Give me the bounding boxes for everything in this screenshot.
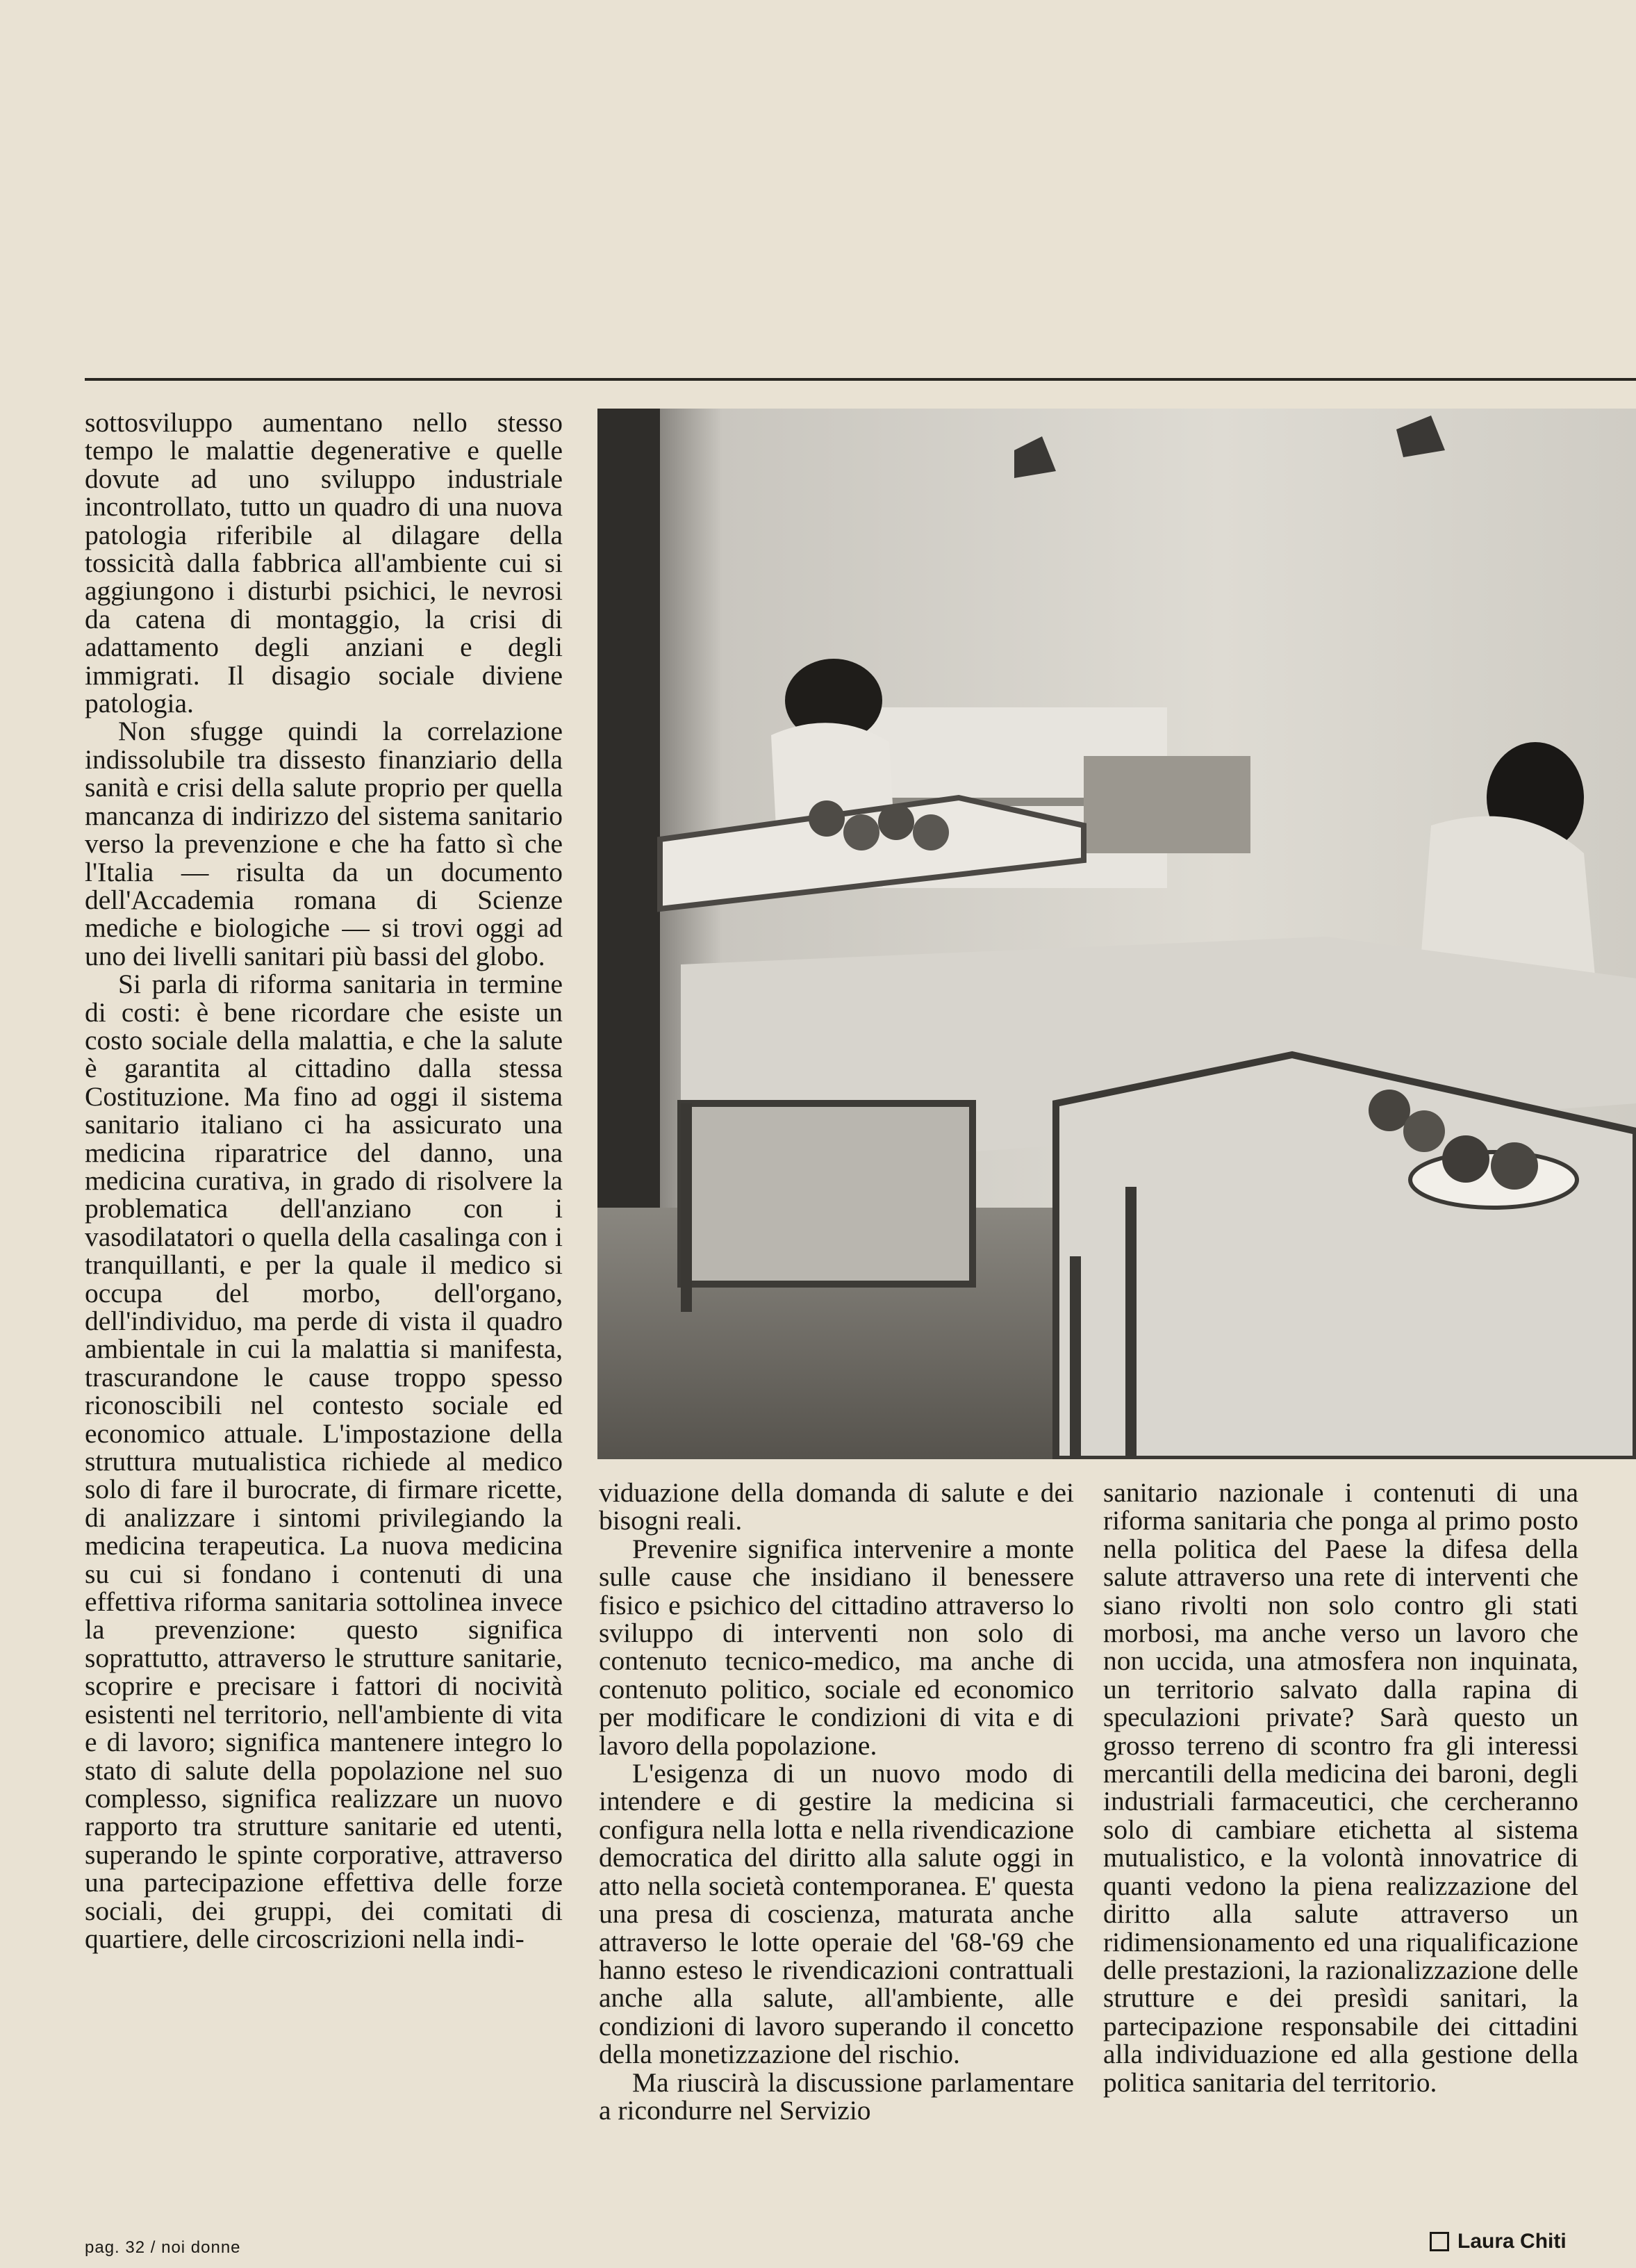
top-rule: [85, 378, 1636, 381]
photo-illustration-icon: [597, 409, 1636, 1459]
paragraph: viduazione della domanda di salute e dei bisogni reali.: [599, 1477, 1074, 1536]
article-column-1: [85, 409, 563, 1953]
paragraph: Non sfugge quindi la correlazione indissolubile tra dissesto finanziario della sanità e crisi della salute proprio per quella mancanza di indirizzo del sistema sanitario verso la prevenzione e che ha fatto sì che l'Italia — risulta da un documento dell'Accademia romana di Scienze mediche e biologiche — si trovi oggi ad uno dei livelli sanitari più bassi del globo.: [85, 716, 563, 971]
article-column-3: [1103, 1479, 1578, 2096]
paragraph: sanitario nazionale i contenuti di una riforma sanitaria che ponga al primo posto nella politica del Paese la difesa della salute attraverso una rete di interventi che siano rivolti non solo contro gli stati morbosi, ma anche verso un lavoro che non uccida, una atmosfera non inquinata, un territorio salvato dalla rapina di speculazioni private? Sarà questo un grosso terreno di scontro fra gli interessi mercantili della medicina dei baroni, degli industriali farmaceutici, che cercheranno solo di cambiare etichetta al sistema mutualistico, e la volontà innovatrice di quanti vedono la piena realizzazione del diritto alla salute attraverso un ridimensionamento ed una riqualificazione delle prestazioni, la razionalizzazione delle strutture e dei presìdi sanitari, la partecipazione responsabile dei cittadini alla individuazione ed alla gestione della politica sanitaria del territorio.: [1103, 1477, 1578, 2098]
page-footer: [85, 2237, 241, 2258]
paragraph: Si parla di riforma sanitaria in termine di costi: è bene ricordare che esiste un costo sociale della malattia, e che la salute è garantita al cittadino dalla stessa Costituzione. Ma fino ad oggi il sistema sanitario italiano ci ha assicurato una medicina riparatrice del danno, una medicina curativa, in grado di risolvere la problematica dell'anziano con i vasodilatatori o quella della casalinga con i tranquillanti, e per la quale il medico si occupa del morbo, dell'organo, dell'individuo, ma perde di vista il quadro ambientale in cui la malattia si manifesta, trascurandone le cause troppo spesso riconoscibili nel contesto sociale ed economico attuale. L'impostazione della struttura mutualistica richiede al medico solo di fare il burocrate, di firmare ricette, di analizzare i sintomi privilegiando la medicina terapeutica. La nuova medicina su cui si fondano i contenuti di una effettiva riforma sanitaria sottolinea invece la prevenzione: questo significa soprattutto, attraverso le strutture sanitarie, scoprire e precisare i fattori di nocività esistenti nel territorio, nell'ambiente di vita e di lavoro; significa mantenere integro lo stato di salute della popolazione nel suo complesso, significa realizzare un nuovo rapporto tra strutture sanitarie ed utenti, superando le spinte corporative, attraverso una partecipazione effettiva delle forze sociali, dei gruppi, dei comitati di quartiere, delle circoscrizioni nella indi-: [85, 969, 563, 1954]
paragraph: Prevenire significa intervenire a monte sulle cause che insidiano il benessere fisico e psichico del cittadino attraverso lo sviluppo di interventi non solo di contenuto tecnico-medico, ma anche di contenuto politico, sociale ed economico per modificare le condizioni di vita e di lavoro della popolazione.: [599, 1533, 1074, 1761]
footer-separator: /: [150, 2238, 156, 2257]
end-mark-icon: [1430, 2232, 1449, 2251]
page-number: pag. 32: [85, 2238, 146, 2257]
paragraph: sottosviluppo aumentano nello stesso tempo le malattie degenerative e quelle dovute ad uno sviluppo industriale incontrollato, tutto un quadro di una nuova patologia riferibile al dilagare della tossicità dalla fabbrica all'ambiente cui si aggiungono i disturbi psichici, le nevrosi da catena di montaggio, la crisi di adattamento degli anziani e degli immigrati. Il disagio sociale diviene patologia.: [85, 407, 563, 719]
paragraph: L'esigenza di un nuovo modo di intendere e di gestire la medicina si configura nella lotta e nella rivendicazione democratica del diritto alla salute oggi in atto nella società contemporanea. E' questa una presa di coscienza, maturata anche attraverso le lotte operaie del '68-'69 che hanno esteso le rivendicazioni contrattuali anche alla salute, all'ambiente, alle condizioni di lavoro superando il concetto della monetizzazione del rischio.: [599, 1758, 1074, 2070]
author-signature: [1430, 2229, 1567, 2254]
hospital-ward-photo: [597, 409, 1636, 1459]
paragraph: Ma riuscirà la discussione parlamentare a ricondurre nel Servizio: [599, 2066, 1074, 2126]
article-column-2: [599, 1479, 1074, 2124]
magazine-name: noi donne: [161, 2238, 241, 2257]
author-name: Laura Chiti: [1457, 2230, 1567, 2253]
